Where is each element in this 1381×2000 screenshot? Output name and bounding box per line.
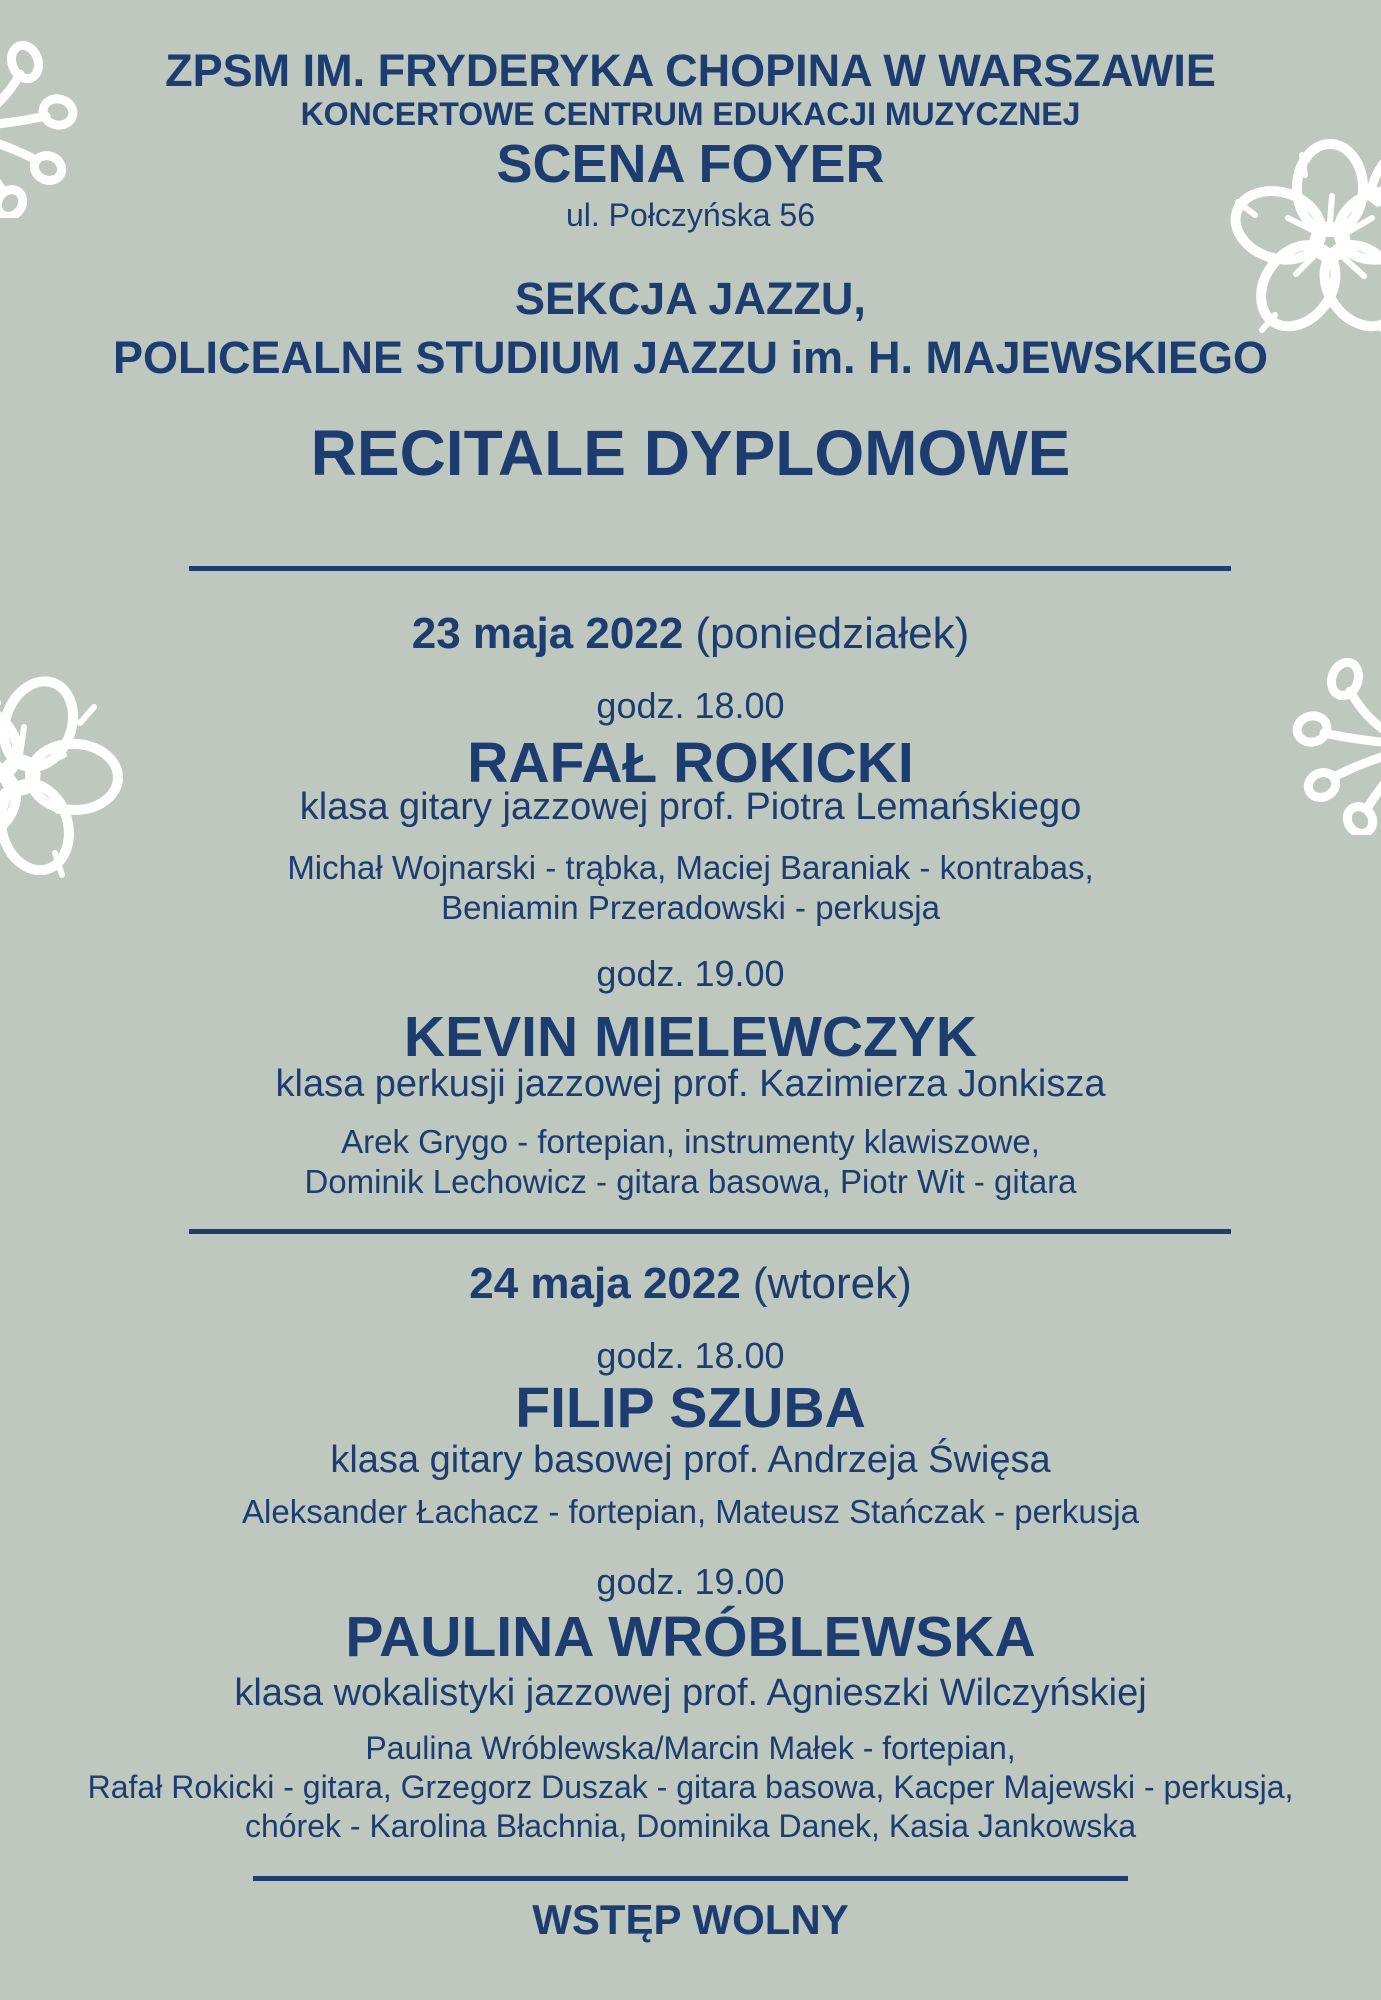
recital-2-band-line-1: Arek Grygo - fortepian, instrumenty klawiszowe, <box>341 1123 1040 1160</box>
admission-notice: WSTĘP WOLNY <box>532 1896 849 1943</box>
day-2-date <box>0 1258 1381 1311</box>
stage-name: SCENA FOYER <box>496 134 885 194</box>
recital-4-time: godz. 19.00 <box>596 1561 785 1602</box>
recital-2-time: godz. 19.00 <box>596 953 785 994</box>
recital-3-class: klasa gitary basowej prof. Andrzeja Święsa <box>330 1439 1051 1481</box>
recital-4-band-line-2: Rafał Rokicki - gitara, Grzegorz Duszak - gitara basowa, Kacper Majewski - perkusja, <box>87 1769 1294 1805</box>
recital-2-band-line-2: Dominik Lechowicz - gitara basowa, Piotr Wit - gitara <box>304 1163 1077 1200</box>
divider-top <box>189 566 1231 571</box>
recital-1-time: godz. 18.00 <box>596 685 785 726</box>
day-1-date-text: 23 maja 2022 <box>411 609 684 658</box>
recital-2-name: KEVIN MIELEWCZYK <box>403 1005 978 1069</box>
school-name: ZPSM IM. FRYDERYKA CHOPINA W WARSZAWIE <box>165 45 1216 96</box>
recital-3-band-line-1: Aleksander Łachacz - fortepian, Mateusz Stańczak - perkusja <box>242 1493 1139 1530</box>
recital-3-time: godz. 18.00 <box>596 1335 785 1376</box>
address: ul. Połczyńska 56 <box>565 197 815 233</box>
day-2-date-text: 24 maja 2022 <box>469 1259 741 1308</box>
section-line-2: POLICEALNE STUDIUM JAZZU im. H. MAJEWSKIEGO <box>112 332 1269 383</box>
day-2-weekday: (wtorek) <box>752 1259 912 1308</box>
recital-1-class: klasa gitary jazzowej prof. Piotra Lemańskiego <box>299 786 1082 828</box>
recital-1-name: RAFAŁ ROKICKI <box>467 731 914 795</box>
concert-center: KONCERTOWE CENTRUM EDUKACJI MUZYCZNEJ <box>300 96 1081 132</box>
recital-4-band-line-1: Paulina Wróblewska/Marcin Małek - fortepian, <box>365 1730 1016 1766</box>
recital-2-class: klasa perkusji jazzowej prof. Kazimierza Jonkisza <box>275 1063 1106 1105</box>
divider-middle <box>189 1229 1231 1234</box>
day-1-date <box>0 608 1381 661</box>
recital-4-name: PAULINA WRÓBLEWSKA <box>345 1605 1036 1669</box>
section-line-1: SEKCJA JAZZU, <box>515 273 866 324</box>
divider-bottom <box>253 1876 1128 1881</box>
recital-3-name: FILIP SZUBA <box>515 1376 866 1440</box>
recital-4-class: klasa wokalistyki jazzowej prof. Agnieszki Wilczyńskiej <box>234 1672 1147 1714</box>
recital-1-band-line-2: Beniamin Przeradowski - perkusja <box>441 889 940 926</box>
day-1-weekday: (poniedziałek) <box>695 609 970 658</box>
poster-title: RECITALE DYPLOMOWE <box>310 417 1071 489</box>
recital-1-band-line-1: Michał Wojnarski - trąbka, Maciej Baraniak - kontrabas, <box>287 849 1094 886</box>
recital-4-band-line-3: chórek - Karolina Błachnia, Dominika Danek, Kasia Jankowska <box>244 1808 1137 1844</box>
